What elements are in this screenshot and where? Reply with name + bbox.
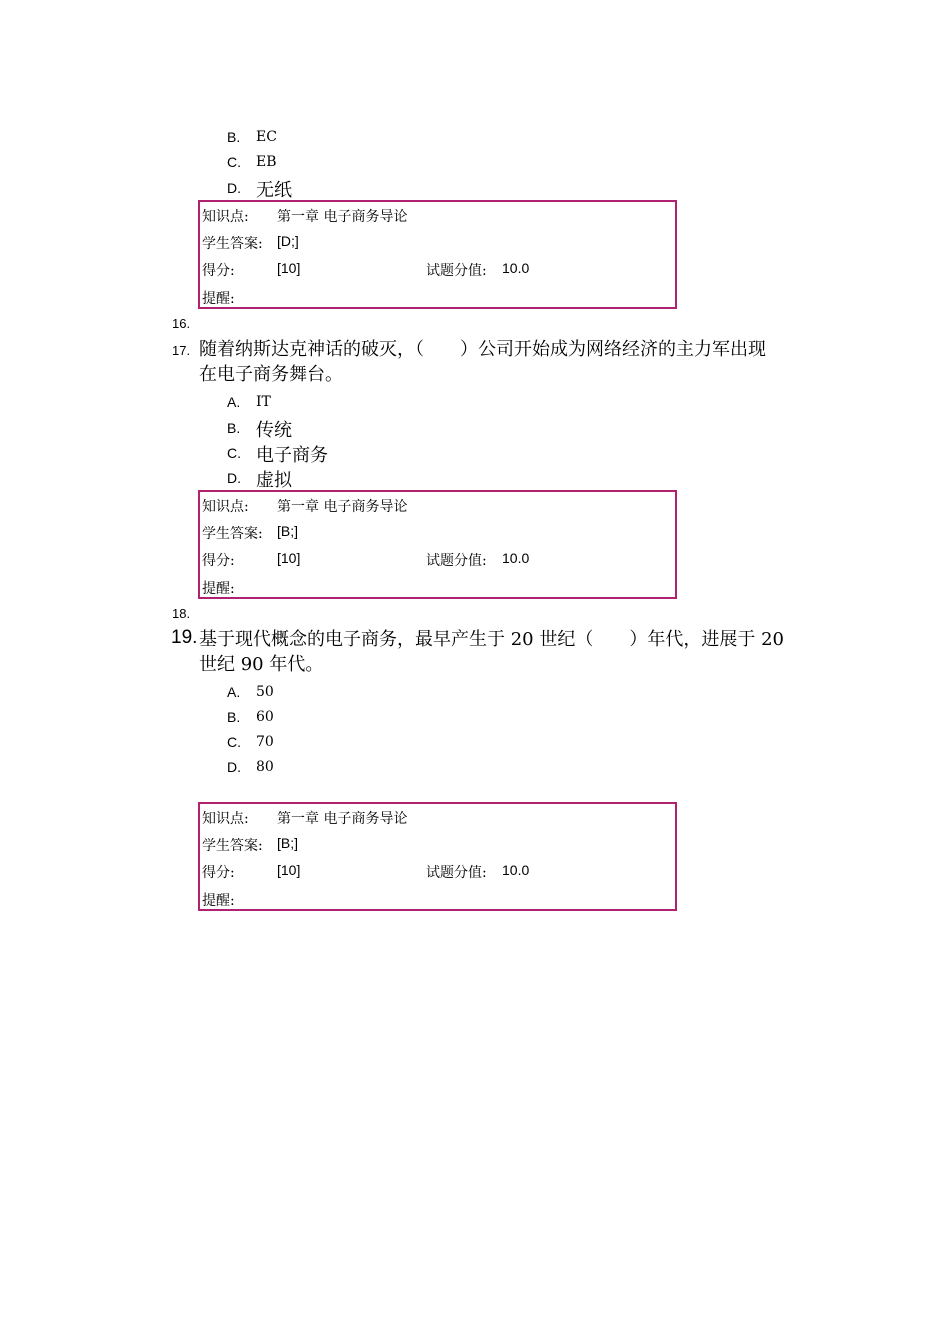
points-value: 10.0 (502, 260, 530, 276)
answer-info-box (198, 200, 677, 309)
score-value: [10] (277, 550, 301, 566)
option-letter: A. (227, 394, 241, 410)
student-answer-label: 学生答案: (202, 236, 263, 252)
option-letter: D. (227, 759, 241, 775)
option-text: 80 (256, 759, 274, 775)
question-line: 随着纳斯达克神话的破灭，（ ）公司开始成为网络经济的主力军出现 (199, 339, 766, 360)
score-label: 得分: (202, 553, 235, 569)
hint-label: 提醒: (202, 291, 235, 307)
option-letter: C. (227, 734, 241, 750)
option-text: 60 (256, 709, 274, 725)
points-value: 10.0 (502, 550, 530, 566)
option-text: 70 (256, 734, 274, 750)
option-text: 50 (256, 684, 274, 700)
option-letter: D. (227, 180, 241, 196)
option-text: 虚拟 (256, 470, 292, 491)
question-number: 16. (172, 316, 191, 331)
question-text (199, 627, 784, 677)
option-letter: C. (227, 154, 241, 170)
question-line: 世纪 90 年代。 (199, 654, 324, 675)
points-value: 10.0 (502, 862, 530, 878)
answer-info-box (198, 802, 677, 911)
knowledge-value: 第一章 电子商务导论 (277, 209, 408, 225)
knowledge-label: 知识点: (202, 209, 249, 225)
option-text: 电子商务 (256, 445, 328, 466)
points-label: 试题分值: (426, 865, 487, 881)
option-letter: B. (227, 420, 241, 436)
knowledge-value: 第一章 电子商务导论 (277, 499, 408, 515)
score-value: [10] (277, 260, 301, 276)
student-answer-value: [B;] (277, 523, 299, 539)
question-line: 在电子商务舞台。 (199, 364, 343, 385)
student-answer-label: 学生答案: (202, 838, 263, 854)
question-number: 18. (172, 606, 191, 621)
option-letter: C. (227, 445, 241, 461)
student-answer-value: [D;] (277, 233, 299, 249)
option-text: EC (256, 129, 277, 145)
option-letter: B. (227, 129, 241, 145)
option-text: 无纸 (256, 180, 292, 201)
points-label: 试题分值: (426, 263, 487, 279)
option-letter: A. (227, 684, 241, 700)
option-text: EB (256, 154, 277, 170)
question-line: 基于现代概念的电子商务，最早产生于 20 世纪（ ）年代，进展于 20 (199, 629, 784, 650)
knowledge-value: 第一章 电子商务导论 (277, 811, 408, 827)
option-letter: D. (227, 470, 241, 486)
answer-info-box (198, 490, 677, 599)
hint-label: 提醒: (202, 581, 235, 597)
option-text: 传统 (256, 420, 292, 441)
question-number: 19. (171, 627, 198, 648)
option-letter: B. (227, 709, 241, 725)
knowledge-label: 知识点: (202, 499, 249, 515)
score-value: [10] (277, 862, 301, 878)
student-answer-value: [B;] (277, 835, 299, 851)
knowledge-label: 知识点: (202, 811, 249, 827)
points-label: 试题分值: (426, 553, 487, 569)
student-answer-label: 学生答案: (202, 526, 263, 542)
option-text: IT (256, 394, 271, 410)
question-text (199, 337, 766, 387)
hint-label: 提醒: (202, 893, 235, 909)
score-label: 得分: (202, 263, 235, 279)
question-number: 17. (172, 343, 191, 358)
score-label: 得分: (202, 865, 235, 881)
